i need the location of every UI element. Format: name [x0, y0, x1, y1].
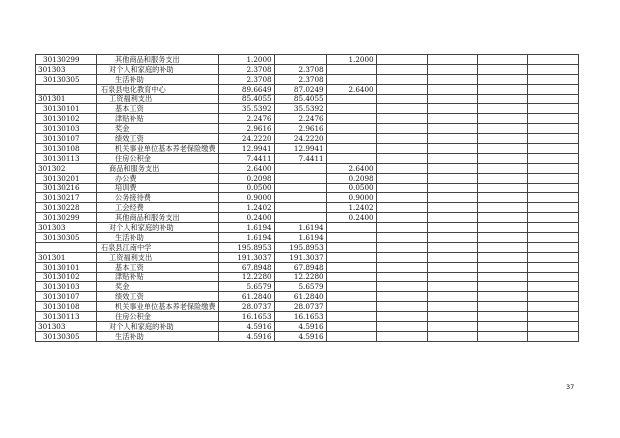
- economic-code-cell: [36, 84, 97, 94]
- project-expenditure-cell: [326, 233, 376, 243]
- total-amount-cell: 12.9941: [218, 144, 274, 154]
- project-expenditure-cell: 2.6400: [326, 163, 376, 173]
- economic-code-cell: 30130107: [36, 134, 97, 144]
- empty-cell: [527, 292, 578, 302]
- empty-cell: [427, 124, 477, 134]
- empty-cell: [477, 262, 527, 272]
- project-expenditure-cell: [326, 64, 376, 74]
- empty-cell: [376, 153, 427, 163]
- total-amount-cell: 1.2000: [218, 55, 274, 65]
- item-name-cell: 住房公积金: [97, 153, 219, 163]
- empty-cell: [527, 124, 578, 134]
- item-name-cell: 其他商品和服务支出: [97, 55, 219, 65]
- empty-cell: [527, 173, 578, 183]
- item-name-cell: 石泉县江南中学: [97, 242, 219, 252]
- project-expenditure-cell: [326, 262, 376, 272]
- empty-cell: [527, 233, 578, 243]
- empty-cell: [427, 242, 477, 252]
- empty-cell: [376, 242, 427, 252]
- basic-expenditure-cell: [274, 203, 326, 213]
- empty-cell: [427, 331, 477, 341]
- empty-cell: [477, 134, 527, 144]
- empty-cell: [427, 84, 477, 94]
- table-row: [36, 262, 579, 272]
- project-expenditure-cell: [326, 312, 376, 322]
- basic-expenditure-cell: 2.3708: [274, 74, 326, 84]
- item-name-cell: 基本工资: [97, 262, 219, 272]
- empty-cell: [427, 223, 477, 233]
- economic-code-cell: 30130102: [36, 114, 97, 124]
- economic-code-cell: 30130217: [36, 193, 97, 203]
- empty-cell: [477, 173, 527, 183]
- item-name-cell: 公务接待费: [97, 193, 219, 203]
- project-expenditure-cell: 0.0500: [326, 183, 376, 193]
- item-name-cell: 津贴补贴: [97, 272, 219, 282]
- economic-code-cell: 30130201: [36, 173, 97, 183]
- empty-cell: [527, 223, 578, 233]
- empty-cell: [477, 193, 527, 203]
- empty-cell: [427, 272, 477, 282]
- basic-expenditure-cell: [274, 193, 326, 203]
- project-expenditure-cell: [326, 144, 376, 154]
- empty-cell: [477, 272, 527, 282]
- empty-cell: [527, 153, 578, 163]
- table-row: [36, 322, 579, 332]
- empty-cell: [427, 262, 477, 272]
- project-expenditure-cell: [326, 74, 376, 84]
- total-amount-cell: 1.6194: [218, 223, 274, 233]
- empty-cell: [376, 302, 427, 312]
- empty-cell: [527, 213, 578, 223]
- basic-expenditure-cell: 16.1653: [274, 312, 326, 322]
- total-amount-cell: 0.2400: [218, 213, 274, 223]
- economic-code-cell: 30130103: [36, 282, 97, 292]
- empty-cell: [477, 292, 527, 302]
- empty-cell: [477, 104, 527, 114]
- empty-cell: [477, 331, 527, 341]
- economic-code-cell: 301301: [36, 94, 97, 104]
- table-row: [36, 223, 579, 233]
- empty-cell: [376, 272, 427, 282]
- empty-cell: [427, 233, 477, 243]
- empty-cell: [477, 282, 527, 292]
- empty-cell: [376, 292, 427, 302]
- economic-code-cell: 30130101: [36, 104, 97, 114]
- project-expenditure-cell: [326, 292, 376, 302]
- basic-expenditure-cell: 61.2840: [274, 292, 326, 302]
- basic-expenditure-cell: 12.9941: [274, 144, 326, 154]
- project-expenditure-cell: [326, 252, 376, 262]
- economic-code-cell: 30130299: [36, 213, 97, 223]
- empty-cell: [376, 183, 427, 193]
- empty-cell: [527, 312, 578, 322]
- total-amount-cell: 5.6579: [218, 282, 274, 292]
- economic-code-cell: 301302: [36, 163, 97, 173]
- empty-cell: [527, 163, 578, 173]
- empty-cell: [376, 312, 427, 322]
- empty-cell: [427, 203, 477, 213]
- total-amount-cell: 4.5916: [218, 331, 274, 341]
- empty-cell: [527, 331, 578, 341]
- item-name-cell: 对个人和家庭的补助: [97, 322, 219, 332]
- total-amount-cell: 1.2402: [218, 203, 274, 213]
- total-amount-cell: 2.9616: [218, 124, 274, 134]
- basic-expenditure-cell: 35.5392: [274, 104, 326, 114]
- basic-expenditure-cell: 67.8948: [274, 262, 326, 272]
- total-amount-cell: 4.5916: [218, 322, 274, 332]
- empty-cell: [376, 144, 427, 154]
- item-name-cell: 机关事业单位基本养老保险缴费: [97, 302, 219, 312]
- basic-expenditure-cell: [274, 213, 326, 223]
- item-name-cell: 绩效工资: [97, 292, 219, 302]
- item-name-cell: 绩效工资: [97, 134, 219, 144]
- economic-code-cell: 30130305: [36, 331, 97, 341]
- empty-cell: [427, 322, 477, 332]
- table-row: [36, 74, 579, 84]
- economic-code-cell: 30130305: [36, 233, 97, 243]
- total-amount-cell: 2.3708: [218, 74, 274, 84]
- project-expenditure-cell: [326, 114, 376, 124]
- empty-cell: [477, 64, 527, 74]
- empty-cell: [527, 104, 578, 114]
- economic-code-cell: 30130101: [36, 262, 97, 272]
- item-name-cell: 工资福利支出: [97, 252, 219, 262]
- economic-code-cell: 30130216: [36, 183, 97, 193]
- table-row: [36, 302, 579, 312]
- total-amount-cell: 7.4411: [218, 153, 274, 163]
- empty-cell: [477, 302, 527, 312]
- empty-cell: [527, 64, 578, 74]
- economic-code-cell: 301301: [36, 252, 97, 262]
- empty-cell: [376, 252, 427, 262]
- empty-cell: [427, 163, 477, 173]
- table-row: [36, 173, 579, 183]
- total-amount-cell: 2.6400: [218, 163, 274, 173]
- empty-cell: [376, 173, 427, 183]
- empty-cell: [527, 134, 578, 144]
- empty-cell: [376, 223, 427, 233]
- basic-expenditure-cell: 2.2476: [274, 114, 326, 124]
- item-name-cell: 商品和服务支出: [97, 163, 219, 173]
- basic-expenditure-cell: 4.5916: [274, 322, 326, 332]
- empty-cell: [527, 242, 578, 252]
- empty-cell: [477, 233, 527, 243]
- total-amount-cell: 2.3708: [218, 64, 274, 74]
- empty-cell: [376, 193, 427, 203]
- empty-cell: [527, 262, 578, 272]
- project-expenditure-cell: 0.2098: [326, 173, 376, 183]
- empty-cell: [427, 134, 477, 144]
- empty-cell: [376, 163, 427, 173]
- empty-cell: [527, 252, 578, 262]
- table-row: [36, 233, 579, 243]
- project-expenditure-cell: 2.6400: [326, 84, 376, 94]
- empty-cell: [477, 213, 527, 223]
- total-amount-cell: 1.6194: [218, 233, 274, 243]
- empty-cell: [376, 104, 427, 114]
- total-amount-cell: 89.6649: [218, 84, 274, 94]
- empty-cell: [427, 94, 477, 104]
- project-expenditure-cell: [326, 134, 376, 144]
- project-expenditure-cell: [326, 124, 376, 134]
- total-amount-cell: 85.4055: [218, 94, 274, 104]
- empty-cell: [427, 74, 477, 84]
- total-amount-cell: 61.2840: [218, 292, 274, 302]
- total-amount-cell: 0.9000: [218, 193, 274, 203]
- basic-expenditure-cell: 85.4055: [274, 94, 326, 104]
- empty-cell: [477, 223, 527, 233]
- economic-code-cell: 30130108: [36, 302, 97, 312]
- item-name-cell: 办公费: [97, 173, 219, 183]
- empty-cell: [427, 153, 477, 163]
- item-name-cell: 生活补助: [97, 331, 219, 341]
- basic-expenditure-cell: 28.0737: [274, 302, 326, 312]
- empty-cell: [527, 55, 578, 65]
- total-amount-cell: 28.0737: [218, 302, 274, 312]
- empty-cell: [527, 94, 578, 104]
- empty-cell: [427, 64, 477, 74]
- total-amount-cell: 195.8953: [218, 242, 274, 252]
- basic-expenditure-cell: [274, 173, 326, 183]
- item-name-cell: 基本工资: [97, 104, 219, 114]
- empty-cell: [376, 262, 427, 272]
- empty-cell: [376, 74, 427, 84]
- item-name-cell: 住房公积金: [97, 312, 219, 322]
- empty-cell: [527, 272, 578, 282]
- empty-cell: [427, 213, 477, 223]
- item-name-cell: 奖金: [97, 282, 219, 292]
- empty-cell: [376, 55, 427, 65]
- table-row: [36, 183, 579, 193]
- economic-code-cell: 30130113: [36, 153, 97, 163]
- basic-expenditure-cell: 2.9616: [274, 124, 326, 134]
- empty-cell: [477, 163, 527, 173]
- empty-cell: [427, 252, 477, 262]
- item-name-cell: 石泉县电化教育中心: [97, 84, 219, 94]
- basic-expenditure-cell: 7.4411: [274, 153, 326, 163]
- empty-cell: [427, 55, 477, 65]
- table-row: [36, 163, 579, 173]
- table-row: [36, 272, 579, 282]
- total-amount-cell: 35.5392: [218, 104, 274, 114]
- empty-cell: [376, 233, 427, 243]
- empty-cell: [477, 114, 527, 124]
- empty-cell: [477, 84, 527, 94]
- empty-cell: [427, 183, 477, 193]
- empty-cell: [376, 134, 427, 144]
- empty-cell: [376, 213, 427, 223]
- project-expenditure-cell: 1.2000: [326, 55, 376, 65]
- economic-code-cell: 301303: [36, 223, 97, 233]
- total-amount-cell: 24.2220: [218, 134, 274, 144]
- basic-expenditure-cell: 24.2220: [274, 134, 326, 144]
- empty-cell: [376, 282, 427, 292]
- table-row: [36, 124, 579, 134]
- economic-code-cell: 30130102: [36, 272, 97, 282]
- empty-cell: [527, 183, 578, 193]
- economic-code-cell: 301303: [36, 322, 97, 332]
- total-amount-cell: 0.0500: [218, 183, 274, 193]
- empty-cell: [527, 74, 578, 84]
- empty-cell: [427, 312, 477, 322]
- economic-code-cell: 30130305: [36, 74, 97, 84]
- economic-code-cell: 30130108: [36, 144, 97, 154]
- basic-expenditure-cell: 195.8953: [274, 242, 326, 252]
- empty-cell: [427, 114, 477, 124]
- total-amount-cell: 12.2280: [218, 272, 274, 282]
- table-row: [36, 282, 579, 292]
- economic-code-cell: 301303: [36, 64, 97, 74]
- project-expenditure-cell: [326, 223, 376, 233]
- empty-cell: [427, 173, 477, 183]
- empty-cell: [376, 322, 427, 332]
- table-row: [36, 312, 579, 322]
- table-row: [36, 55, 579, 65]
- item-name-cell: 对个人和家庭的补助: [97, 223, 219, 233]
- table-row: [36, 104, 579, 114]
- item-name-cell: 津贴补贴: [97, 114, 219, 124]
- empty-cell: [376, 64, 427, 74]
- empty-cell: [527, 144, 578, 154]
- project-expenditure-cell: [326, 302, 376, 312]
- empty-cell: [427, 104, 477, 114]
- project-expenditure-cell: [326, 104, 376, 114]
- project-expenditure-cell: [326, 282, 376, 292]
- project-expenditure-cell: [326, 322, 376, 332]
- project-expenditure-cell: 1.2402: [326, 203, 376, 213]
- table-row: [36, 114, 579, 124]
- project-expenditure-cell: [326, 242, 376, 252]
- table-row: [36, 84, 579, 94]
- total-amount-cell: 0.2098: [218, 173, 274, 183]
- basic-expenditure-cell: 1.6194: [274, 233, 326, 243]
- empty-cell: [427, 193, 477, 203]
- item-name-cell: 生活补助: [97, 233, 219, 243]
- empty-cell: [427, 282, 477, 292]
- basic-expenditure-cell: 1.6194: [274, 223, 326, 233]
- economic-code-cell: 30130103: [36, 124, 97, 134]
- basic-expenditure-cell: 4.5916: [274, 331, 326, 341]
- empty-cell: [527, 322, 578, 332]
- empty-cell: [427, 292, 477, 302]
- economic-code-cell: 30130228: [36, 203, 97, 213]
- table-row: [36, 252, 579, 262]
- table-row: [36, 64, 579, 74]
- empty-cell: [376, 331, 427, 341]
- basic-expenditure-cell: 191.3037: [274, 252, 326, 262]
- table-row: [36, 213, 579, 223]
- total-amount-cell: 16.1653: [218, 312, 274, 322]
- item-name-cell: 培训费: [97, 183, 219, 193]
- total-amount-cell: 67.8948: [218, 262, 274, 272]
- total-amount-cell: 2.2476: [218, 114, 274, 124]
- project-expenditure-cell: 0.9000: [326, 193, 376, 203]
- table-row: [36, 193, 579, 203]
- empty-cell: [477, 312, 527, 322]
- empty-cell: [477, 242, 527, 252]
- project-expenditure-cell: [326, 272, 376, 282]
- empty-cell: [376, 114, 427, 124]
- empty-cell: [477, 55, 527, 65]
- basic-expenditure-cell: [274, 55, 326, 65]
- economic-code-cell: 30130107: [36, 292, 97, 302]
- basic-expenditure-cell: 87.0249: [274, 84, 326, 94]
- basic-expenditure-cell: [274, 183, 326, 193]
- table-row: [36, 242, 579, 252]
- project-expenditure-cell: [326, 94, 376, 104]
- empty-cell: [477, 322, 527, 332]
- empty-cell: [477, 124, 527, 134]
- empty-cell: [427, 144, 477, 154]
- basic-expenditure-cell: 2.3708: [274, 64, 326, 74]
- budget-table: [35, 54, 579, 342]
- item-name-cell: 工会经费: [97, 203, 219, 213]
- empty-cell: [527, 84, 578, 94]
- economic-code-cell: 30130299: [36, 55, 97, 65]
- basic-expenditure-cell: 5.6579: [274, 282, 326, 292]
- empty-cell: [477, 153, 527, 163]
- table-row: [36, 94, 579, 104]
- table-row: [36, 134, 579, 144]
- table-row: [36, 331, 579, 341]
- empty-cell: [376, 124, 427, 134]
- empty-cell: [376, 94, 427, 104]
- project-expenditure-cell: [326, 331, 376, 341]
- item-name-cell: 机关事业单位基本养老保险缴费: [97, 144, 219, 154]
- item-name-cell: 奖金: [97, 124, 219, 134]
- project-expenditure-cell: 0.2400: [326, 213, 376, 223]
- table-row: [36, 292, 579, 302]
- empty-cell: [477, 74, 527, 84]
- empty-cell: [527, 193, 578, 203]
- empty-cell: [477, 203, 527, 213]
- table-row: [36, 203, 579, 213]
- economic-code-cell: 30130113: [36, 312, 97, 322]
- economic-code-cell: [36, 242, 97, 252]
- table-row: [36, 144, 579, 154]
- empty-cell: [477, 144, 527, 154]
- empty-cell: [477, 183, 527, 193]
- basic-expenditure-cell: [274, 163, 326, 173]
- item-name-cell: 其他商品和服务支出: [97, 213, 219, 223]
- empty-cell: [376, 84, 427, 94]
- total-amount-cell: 191.3037: [218, 252, 274, 262]
- table-body: [36, 55, 579, 342]
- table-row: [36, 153, 579, 163]
- empty-cell: [527, 302, 578, 312]
- item-name-cell: 生活补助: [97, 74, 219, 84]
- empty-cell: [527, 282, 578, 292]
- empty-cell: [527, 203, 578, 213]
- item-name-cell: 对个人和家庭的补助: [97, 64, 219, 74]
- empty-cell: [477, 252, 527, 262]
- basic-expenditure-cell: 12.2280: [274, 272, 326, 282]
- item-name-cell: 工资福利支出: [97, 94, 219, 104]
- project-expenditure-cell: [326, 153, 376, 163]
- empty-cell: [427, 302, 477, 312]
- empty-cell: [527, 114, 578, 124]
- empty-cell: [477, 94, 527, 104]
- page-number: 37: [566, 383, 575, 391]
- empty-cell: [376, 203, 427, 213]
